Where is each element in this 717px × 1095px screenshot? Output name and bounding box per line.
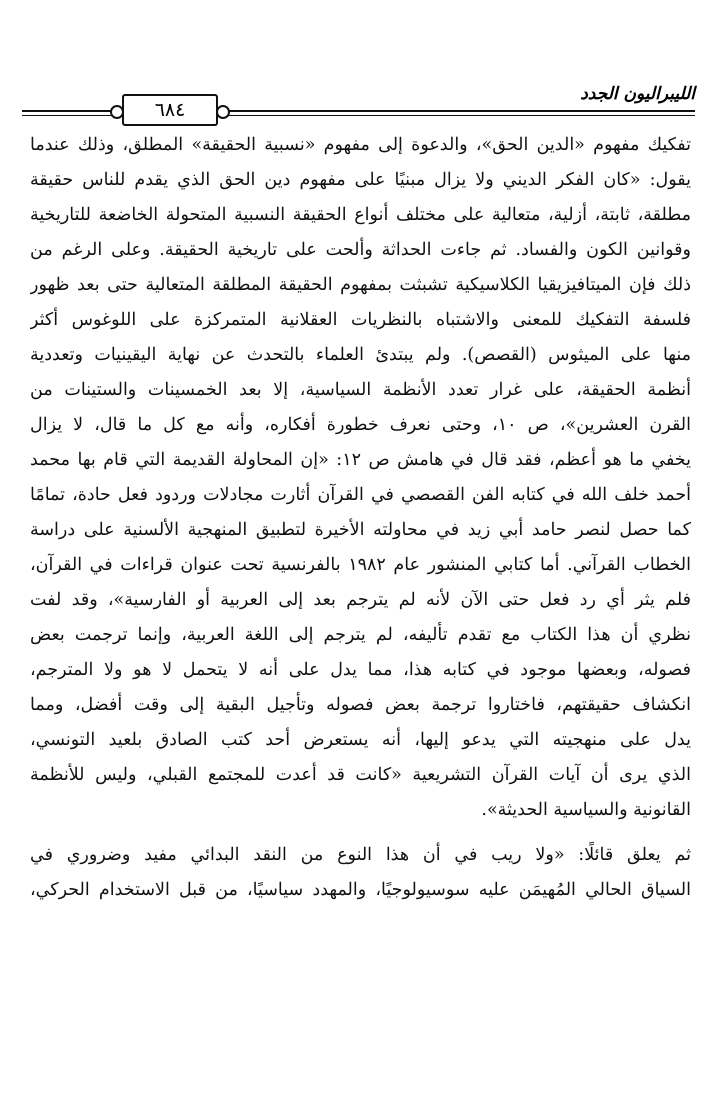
body-text <box>30 128 691 908</box>
paragraph-1 <box>30 128 691 828</box>
page-number: ٦٨٤ <box>122 94 218 126</box>
paragraph-gap <box>30 828 691 838</box>
text-line: الذي يرى أن آيات القرآن التشريعية «كانت قد أعدت للمجتمع القبلي، وليس للأنظمة <box>30 765 691 785</box>
text-line: وقوانين الكون والفساد. ثم جاءت الحداثة وألحت على تاريخية الحقيقة. وعلى الرغم من <box>30 240 691 260</box>
text-line: انكشاف حقيقتهم، فاختاروا ترجمة بعض فصوله وتأجيل البقية إلى وقت أفضل، ومما <box>30 695 691 715</box>
text-line: فلم يثر أي رد فعل حتى الآن لأنه لم يترجم بعد إلى العربية أو الفارسية»، وقد لفت <box>30 590 691 610</box>
text-line: يدل على منهجيته التي يدعو إليها، أنه يستعرض أحد كتب الصادق بلعيد التونسي، <box>30 730 691 750</box>
text-line: ثم يعلق قائلًا: «ولا ريب في أن هذا النوع من النقد البدائي مفيد وضروري في <box>30 845 691 865</box>
text-line: فلسفة التفكيك للمعنى والاشتباه بالنظريات العقلانية المتمركزة على اللوغوس أكثر <box>30 310 691 330</box>
running-header <box>22 80 695 126</box>
book-title: الليبراليون الجدد <box>580 84 695 104</box>
text-line: ذلك فإن الميتافيزيقيا الكلاسيكية تشبثت بمفهوم الحقيقة المطلقة المتعالية حتى بعد ظهور <box>30 275 691 295</box>
paragraph-2 <box>30 838 691 908</box>
text-line: تفكيك مفهوم «الدين الحق»، والدعوة إلى مفهوم «نسبية الحقيقة» المطلق، وذلك عندما <box>30 135 691 155</box>
text-line: فصوله، وبعضها موجود في كتابه هذا، مما يدل على أنه لا يتحمل لا هو ولا المترجم، <box>30 660 691 680</box>
text-line: كما حصل لنصر حامد أبي زيد في محاولته الأخيرة لتطبيق المنهجية الألسنية على دراسة <box>30 520 691 540</box>
text-line: السياق الحالي المُهيمَن عليه سوسيولوجيًا، والمهدد سياسيًا، من قبل الاستخدام الحركي، <box>30 880 691 900</box>
text-line: الخطاب القرآني. أما كتابي المنشور عام ١٩٨٢ بالفرنسية تحت عنوان قراءات في القرآن، <box>30 555 691 575</box>
text-line: نظري أن هذا الكتاب مع تقدم تأليفه، لم يترجم إلى اللغة العربية، وإنما ترجمت بعض <box>30 625 691 645</box>
text-line: يخفي ما هو أعظم، فقد قال في هامش ص ١٢: «إن المحاولة القديمة التي قام بها محمد <box>30 450 691 470</box>
text-line: يقول: «كان الفكر الديني ولا يزال مبنيًا على مفهوم دين الحق الذي يقدم للناس حقيقة <box>30 170 691 190</box>
text-line: أنظمة الحقيقة، على غرار تعدد الأنظمة السياسية، إلا بعد الخمسينات والستينات من <box>30 380 691 400</box>
text-line: القانونية والسياسية الحديثة». <box>481 800 691 820</box>
text-line: القرن العشرين»، ص ١٠، وحتى نعرف خطورة أفكاره، وأنه مع كل ما قال، لا يزال <box>30 415 691 435</box>
text-line: مطلقة، ثابتة، أزلية، متعالية على مختلف أنواع الحقيقة النسبية المتحولة الخاضعة للتاريخية <box>30 205 691 225</box>
text-line: أحمد خلف الله في كتابه الفن القصصي في القرآن أثارت مجادلات وردود فعل حادة، تمامًا <box>30 485 691 505</box>
text-line: منها على الميثوس (القصص). ولم يبتدئ العلماء بالتحدث عن نهاية اليقينيات وتعددية <box>30 345 691 365</box>
